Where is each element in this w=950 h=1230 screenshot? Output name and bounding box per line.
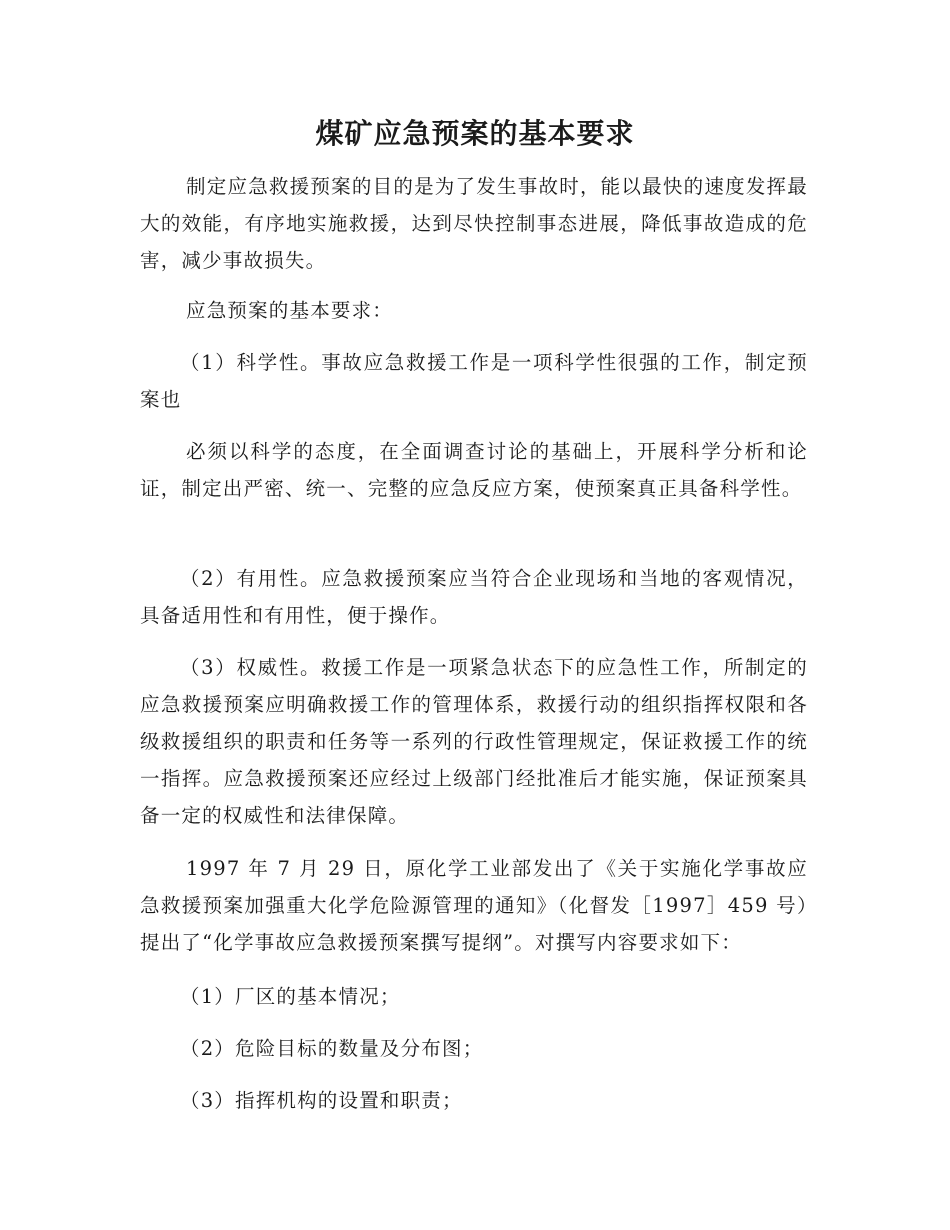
- paragraph-scientific-continued: 必须以科学的态度，在全面调查讨论的基础上，开展科学分析和论证，制定出严密、统一、完整的应急反应方案，使预案真正具备科学性。: [140, 440, 808, 500]
- list-item-plant-overview: （1）厂区的基本情况；: [180, 985, 401, 1008]
- paragraph-authority: （3）权威性。救援工作是一项紧急状态下的应急性工作，所制定的应急救援预案应明确救援工作的管理体系，救援行动的组织指挥权限和各级救援组织的职责和任务等一系列的行政性管理规定，保证救援工作的统一指挥。应急救援预案还应经过上级部门经批准后才能实施，保证预案具备一定的权威性和法律保障。: [140, 656, 808, 827]
- list-item-hazard-targets: （2）危险目标的数量及分布图；: [180, 1037, 484, 1060]
- paragraph-requirements-heading: 应急预案的基本要求：: [186, 299, 394, 322]
- paragraph-usefulness: （2）有用性。应急救援预案应当符合企业现场和当地的客观情况，具备适用性和有用性，便于操作。: [140, 567, 808, 627]
- paragraph-scientific: （1）科学性。事故应急救援工作是一项科学性很强的工作，制定预案也: [140, 351, 808, 411]
- document-title: 煤矿应急预案的基本要求: [315, 117, 635, 150]
- paragraph-notice-1997: 1997 年 7 月 29 日，原化学工业部发出了《关于实施化学事故应急救援预案加强重大化学危险源管理的通知》（化督发［1997］459 号）提出了“化学事故应急救援预案撰写提纲”。对撰写内容要求如下：: [140, 857, 808, 954]
- paragraph-purpose: 制定应急救援预案的目的是为了发生事故时，能以最快的速度发挥最大的效能，有序地实施救援，达到尽快控制事态进展，降低事故造成的危害，减少事故损失。: [140, 175, 808, 272]
- list-item-command-structure: （3）指挥机构的设置和职责；: [180, 1089, 463, 1112]
